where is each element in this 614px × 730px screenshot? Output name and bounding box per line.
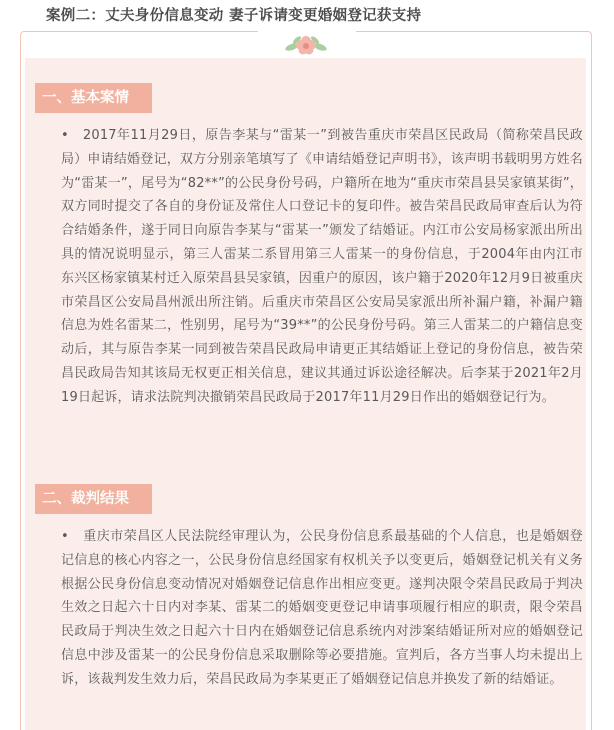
section-body-judgment xyxy=(61,525,583,692)
paragraph-text: 重庆市荣昌区人民法院经审理认为，公民身份信息系最基础的个人信息，也是婚姻登记信息的核心内容之一，公民身份信息经国家有权机关予以变更后，婚姻登记机关有义务根据公民身份信息变动情况对婚姻登记信息作出相应变更。遂判决限令荣昌民政局于判决生效之日起六十日内对李某、雷某二的婚姻变更登记申请事项履行相应的职责，限令荣昌民政局于判决生效之日起六十日内在婚姻登记信息系统内对涉案结婚证所对应的婚姻登记信息中涉及雷某一的公民身份信息采取删除等必要措施。宣判后，各方当事人均未提出上诉，该裁判发生效力后，荣昌民政局为李某更正了婚姻登记信息并换发了新的结婚证。 xyxy=(61,529,583,687)
case-title: 案例二：丈夫身份信息变动 妻子诉请变更婚姻登记获支持 xyxy=(46,8,422,24)
section-heading-basic-facts: 一、基本案情 xyxy=(35,83,152,113)
paragraph-text: 2017年11月29日，原告李某与“雷某一”到被告重庆市荣昌区民政局（简称荣昌民政局）申请结婚登记，双方分别亲笔填写了《申请结婚登记声明书》，该声明书载明男方姓名为“雷某一”，尾号为“82**”的公民身份号码，户籍所在地为“重庆市荣昌县吴家镇某街”，双方同时提交了各自的身份证及常住人口登记卡的复印件。被告荣昌民政局审查后认为符合结婚条件，遂于同日向原告李某与“雷某一”颁发了结婚证。内江市公安局杨家派出所出具的情况说明显示，第三人雷某二系冒用第三人雷某一的身份信息，于2004年由内江市东兴区杨家镇某村迁入原荣昌县吴家镇，因重户的原因，该户籍于2020年12月9日被重庆市荣昌区公安局昌州派出所注销。后重庆市荣昌区公安局吴家派出所补漏户籍，补漏户籍信息为姓名雷某二，性别男，尾号为“39**”的公民身份号码。第三人雷某二的户籍信息变动后，其与原告李某一同到被告荣昌民政局申请更正其结婚证上登记的身份信息，被告荣昌民政局告知其该局无权更正相关信息，建议其通过诉讼途径解决。后李某于2021年2月19日起诉，请求法院判决撤销荣昌民政局于2017年11月29日作出的婚姻登记行为。 xyxy=(61,128,583,405)
bullet-marker: • xyxy=(61,529,69,544)
section-heading-judgment: 二、裁判结果 xyxy=(35,484,152,514)
section-body-basic-facts xyxy=(61,124,583,410)
bullet-marker: • xyxy=(61,128,69,143)
flower-icon xyxy=(283,32,329,56)
